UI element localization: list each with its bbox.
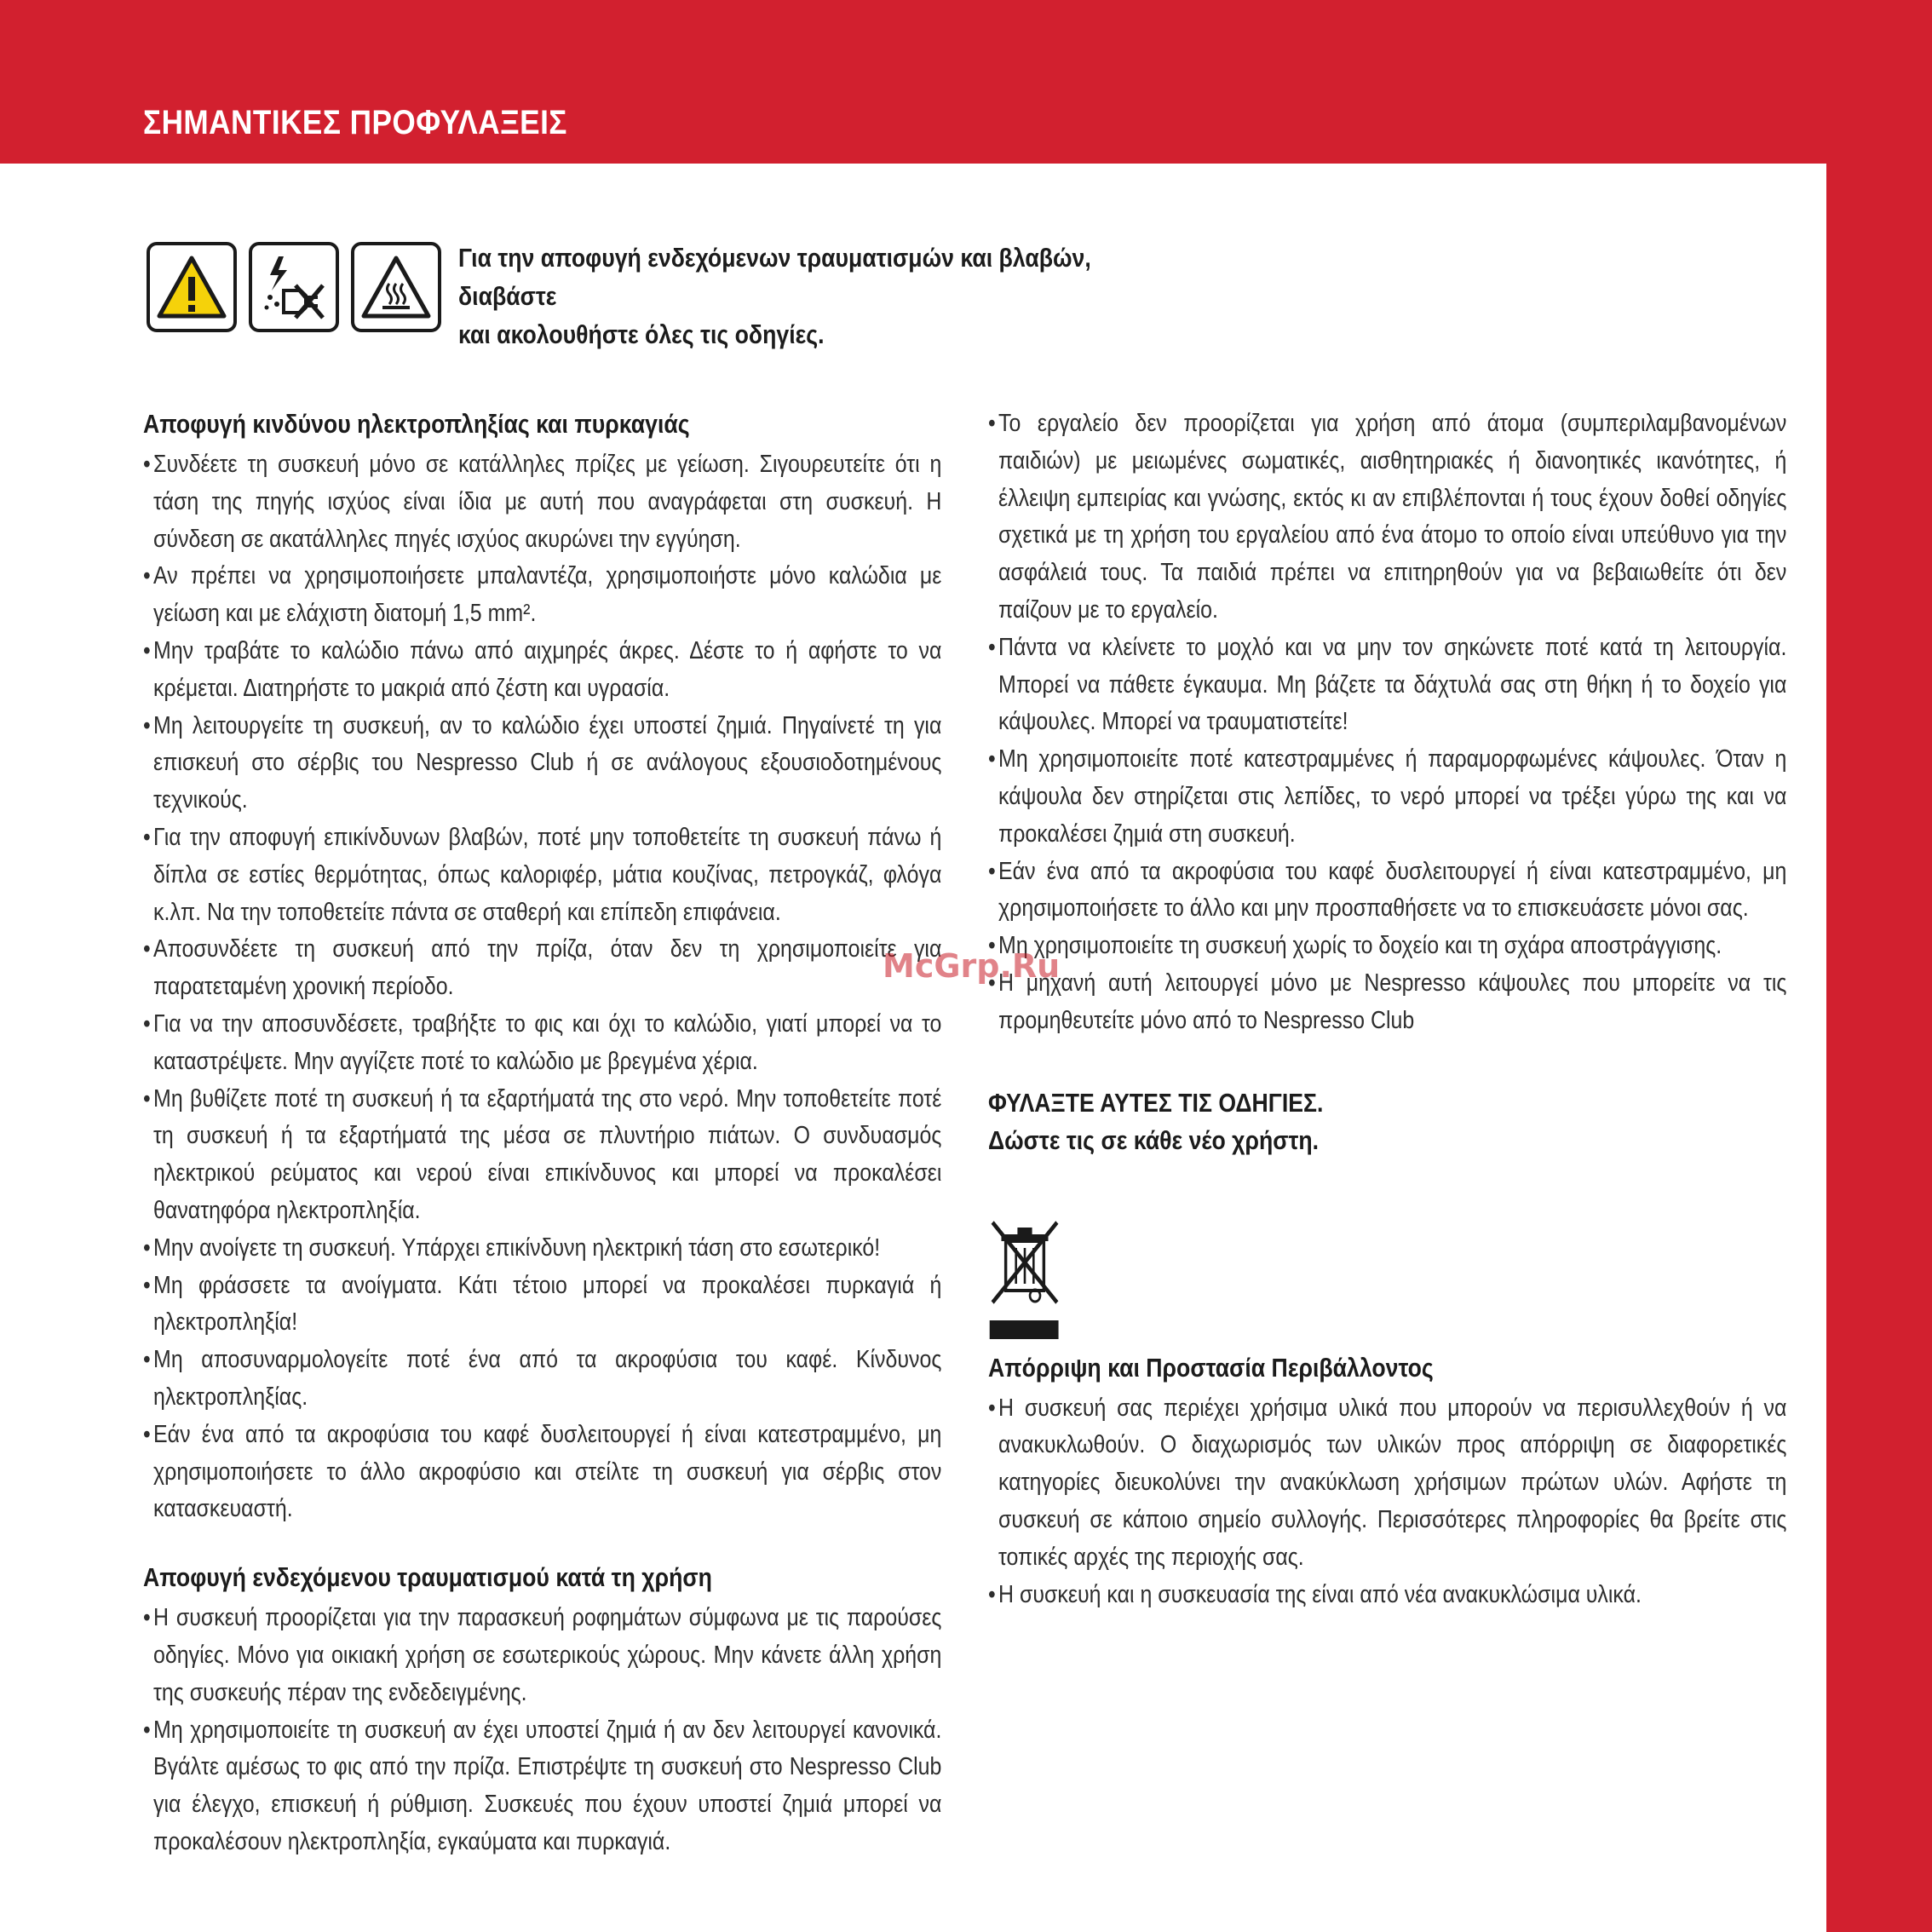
list-item: • Μη αποσυναρμολογείτε ποτέ ένα από τα ακροφύσια του καφέ. Κίνδυνος ηλεκτροπληξίας. — [143, 1342, 941, 1417]
list-item: • Η συσκευή και η συσκευασία της είναι από νέα ανακυκλώσιμα υλικά. — [988, 1577, 1786, 1614]
weee-bin-icon — [988, 1217, 1061, 1339]
list-item: • Μη χρησιμοποιείτε ποτέ κατεστραμμένες ή παραμορφωμένες κάψουλες. Όταν η κάψουλα δεν στηρίζεται στις λεπίδες, το νερό μπορεί να τρέξει γύρω της και να προκαλέσει ζημιά στη συσκευή. — [988, 741, 1786, 853]
weee-bar — [990, 1320, 1059, 1339]
section-heading-electric: Αποφυγή κινδύνου ηλεκτροπληξίας και πυρκαγιάς — [143, 409, 690, 439]
disposal-list — [988, 1390, 1786, 1614]
save-line: ΦΥΛΑΞΤΕ ΑΥΤΕΣ ΤΙΣ ΟΔΗΓΙΕΣ. — [988, 1087, 1324, 1118]
save-instructions — [988, 1084, 1786, 1159]
intro-text — [458, 239, 1118, 354]
warning-triangle-icon — [147, 242, 237, 332]
list-item: • Το εργαλείο δεν προορίζεται για χρήση από άτομα (συμπεριλαμβανομένων παιδιών) με μειωμένες σωματικές, αισθητηριακές ή διανοητικές ικανότητες, ή έλλειψη εμπειρίας και γνώσης, εκτός κι αν επιβλέπονται ή τους έχουν δοθεί οδηγίες σχετικά με τη χρήση του εργαλείου από ένα άτομο το οποίο είναι υπεύθυνο για την ασφάλειά τους. Τα παιδιά πρέπει να επιτηρηθούν για να βεβαιωθείτε ότι δεν παίζουν με το εργαλείο. — [988, 405, 1786, 630]
page-title: ΣΗΜΑΝΤΙΚΕΣ ΠΡΟΦΥΛΑΞΕΙΣ — [143, 104, 567, 141]
left-column — [143, 405, 942, 1861]
list-item: • Αποσυνδέετε τη συσκευή από την πρίζα, όταν δεν τη χρησιμοποιείτε για παρατεταμένη χρονική περίοδο. — [143, 931, 941, 1006]
list-item: • Μη χρησιμοποιείτε τη συσκευή αν έχει υποστεί ζημιά ή αν δεν λειτουργεί κανονικά. Βγάλτε αμέσως το φις από την πρίζα. Επιστρέψτε τη συσκευή στο Nespresso Club για έλεγχο, επισκευή ή ρύθμιση. Συσκευές που έχουν υποστεί ζημιά μπορεί να προκαλέσουν ηλεκτροπληξία, εγκαύματα και πυρκαγιά. — [143, 1712, 941, 1861]
list-item: • Συνδέετε τη συσκευή μόνο σε κατάλληλες πρίζες με γείωση. Σιγουρευτείτε ότι η τάση της πηγής ισχύος είναι ίδια με αυτή που αναγράφεται στη συσκευή. Η σύνδεση σε ακατάλληλες πηγές ισχύος ακυρώνει την εγγύηση. — [143, 446, 941, 558]
list-item: • Μη βυθίζετε ποτέ τη συσκευή ή τα εξαρτήματά της στο νερό. Μην τοποθετείτε ποτέ τη συσκευή ή τα εξαρτήματά της μέσα σε πλυντήριο πιάτων. Ο συνδυασμός ηλεκτρικού ρεύματος και νερού είναι επικίνδυνος και μπορεί να προκαλέσει θανατηφόρα ηλεκτροπληξία. — [143, 1081, 941, 1230]
list-item: • Μην τραβάτε το καλώδιο πάνω από αιχμηρές άκρες. Δέστε το ή αφήστε το να κρέμεται. Διατηρήστε το μακριά από ζέστη και υγρασία. — [143, 633, 941, 708]
list-item: • Η μηχανή αυτή λειτουργεί μόνο με Nespresso κάψουλες που μπορείτε να τις προμηθευτείτε μόνο από το Nespresso Club — [988, 965, 1786, 1040]
list-item: • Μη χρησιμοποιείτε τη συσκευή χωρίς το δοχείο και τη σχάρα αποστράγγισης. — [988, 928, 1786, 965]
usage-precautions-list — [988, 405, 1786, 1040]
list-item: • Εάν ένα από τα ακροφύσια του καφέ δυσλειτουργεί ή είναι κατεστραμμένο, μη χρησιμοποιήσετε το άλλο ακροφύσιο και στείλτε τη συσκευή για σέρβις στον κατασκευαστή. — [143, 1417, 941, 1528]
list-item: • Εάν ένα από τα ακροφύσια του καφέ δυσλειτουργεί ή είναι κατεστραμμένο, μη χρησιμοποιήσετε το άλλο και μην προσπαθήσετε να το επισκευάσετε μόνοι σας. — [988, 854, 1786, 929]
intro-line: και ακολουθήστε όλες τις οδηγίες. — [458, 319, 825, 349]
hot-surface-icon — [351, 242, 441, 332]
electric-shock-water-icon — [249, 242, 339, 332]
list-item: • Μη λειτουργείτε τη συσκευή, αν το καλώδιο έχει υποστεί ζημιά. Πηγαίνετέ τη για επισκευή στο σέρβις του Nespresso Club ή σε ανάλογους εξουσιοδοτημένους τεχνικούς. — [143, 708, 941, 819]
right-column — [988, 405, 1787, 1613]
save-line: Δώστε τις σε κάθε νέο χρήστη. — [988, 1124, 1320, 1155]
list-item: • Η συσκευή προορίζεται για την παρασκευή ροφημάτων σύμφωνα με τις παρούσες οδηγίες. Μόνο για οικιακή χρήση σε εσωτερικούς χώρους. Μην κάνετε άλλη χρήση της συσκευής πέραν της ενδεδειγμένης. — [143, 1600, 941, 1711]
list-item: • Για την αποφυγή επικίνδυνων βλαβών, ποτέ μην τοποθετείτε τη συσκευή πάνω ή δίπλα σε εστίες θερμότητας, όπως καλοριφέρ, μάτια κουζίνας, πετρογκάζ, φλόγα κ.λπ. Να την τοποθετείτε πάντα σε σταθερή και επίπεδη επιφάνεια. — [143, 819, 941, 931]
safety-icons — [147, 242, 441, 332]
list-item: • Πάντα να κλείνετε το μοχλό και να μην τον σηκώνετε ποτέ κατά τη λειτουργία. Μπορεί να πάθετε έγκαυμα. Μη βάζετε τα δάχτυλά σας στη θήκη ή το δοχείο για κάψουλες. Μπορεί να τραυματιστείτε! — [988, 630, 1786, 741]
list-item: • Αν πρέπει να χρησιμοποιήσετε μπαλαντέζα, χρησιμοποιήστε μόνο καλώδια με γείωση και με ελάχιστη διατομή 1,5 mm². — [143, 558, 941, 633]
list-item: • Μην ανοίγετε τη συσκευή. Υπάρχει επικίνδυνη ηλεκτρική τάση στο εσωτερικό! — [143, 1230, 941, 1268]
electric-precautions-list — [143, 446, 941, 1528]
side-band — [1826, 0, 1932, 1932]
watermark: McGrp.Ru — [883, 947, 1061, 985]
section-heading-disposal: Απόρριψη και Προστασία Περιβάλλοντος — [988, 1352, 1434, 1383]
list-item: • Μη φράσσετε τα ανοίγματα. Κάτι τέτοιο μπορεί να προκαλέσει πυρκαγιά ή ηλεκτροπληξία! — [143, 1268, 941, 1343]
section-heading-injury: Αποφυγή ενδεχόμενου τραυματισμού κατά τη χρήση — [143, 1562, 712, 1593]
intro-line: Για την αποφυγή ενδεχόμενων τραυματισμών και βλαβών, διαβάστε — [458, 243, 1091, 311]
injury-precautions-list — [143, 1600, 941, 1861]
list-item: • Η συσκευή σας περιέχει χρήσιμα υλικά που μπορούν να περισυλλεχθούν ή να ανακυκλωθούν. Ο διαχωρισμός των υλικών προς απόρριψη σε διαφορετικές κατηγορίες διευκολύνει την ανακύκλωση χρήσιμων πρώτων υλών. Αφήστε τη συσκευή σε κάποιο σημείο συλλογής. Περισσότερες πληροφορίες θα βρείτε στις τοπικές αρχές της περιοχής σας. — [988, 1390, 1786, 1577]
list-item: • Για να την αποσυνδέσετε, τραβήξτε το φις και όχι το καλώδιο, γιατί μπορεί να το καταστρέψετε. Μην αγγίζετε ποτέ το καλώδιο με βρεγμένα χέρια. — [143, 1006, 941, 1081]
